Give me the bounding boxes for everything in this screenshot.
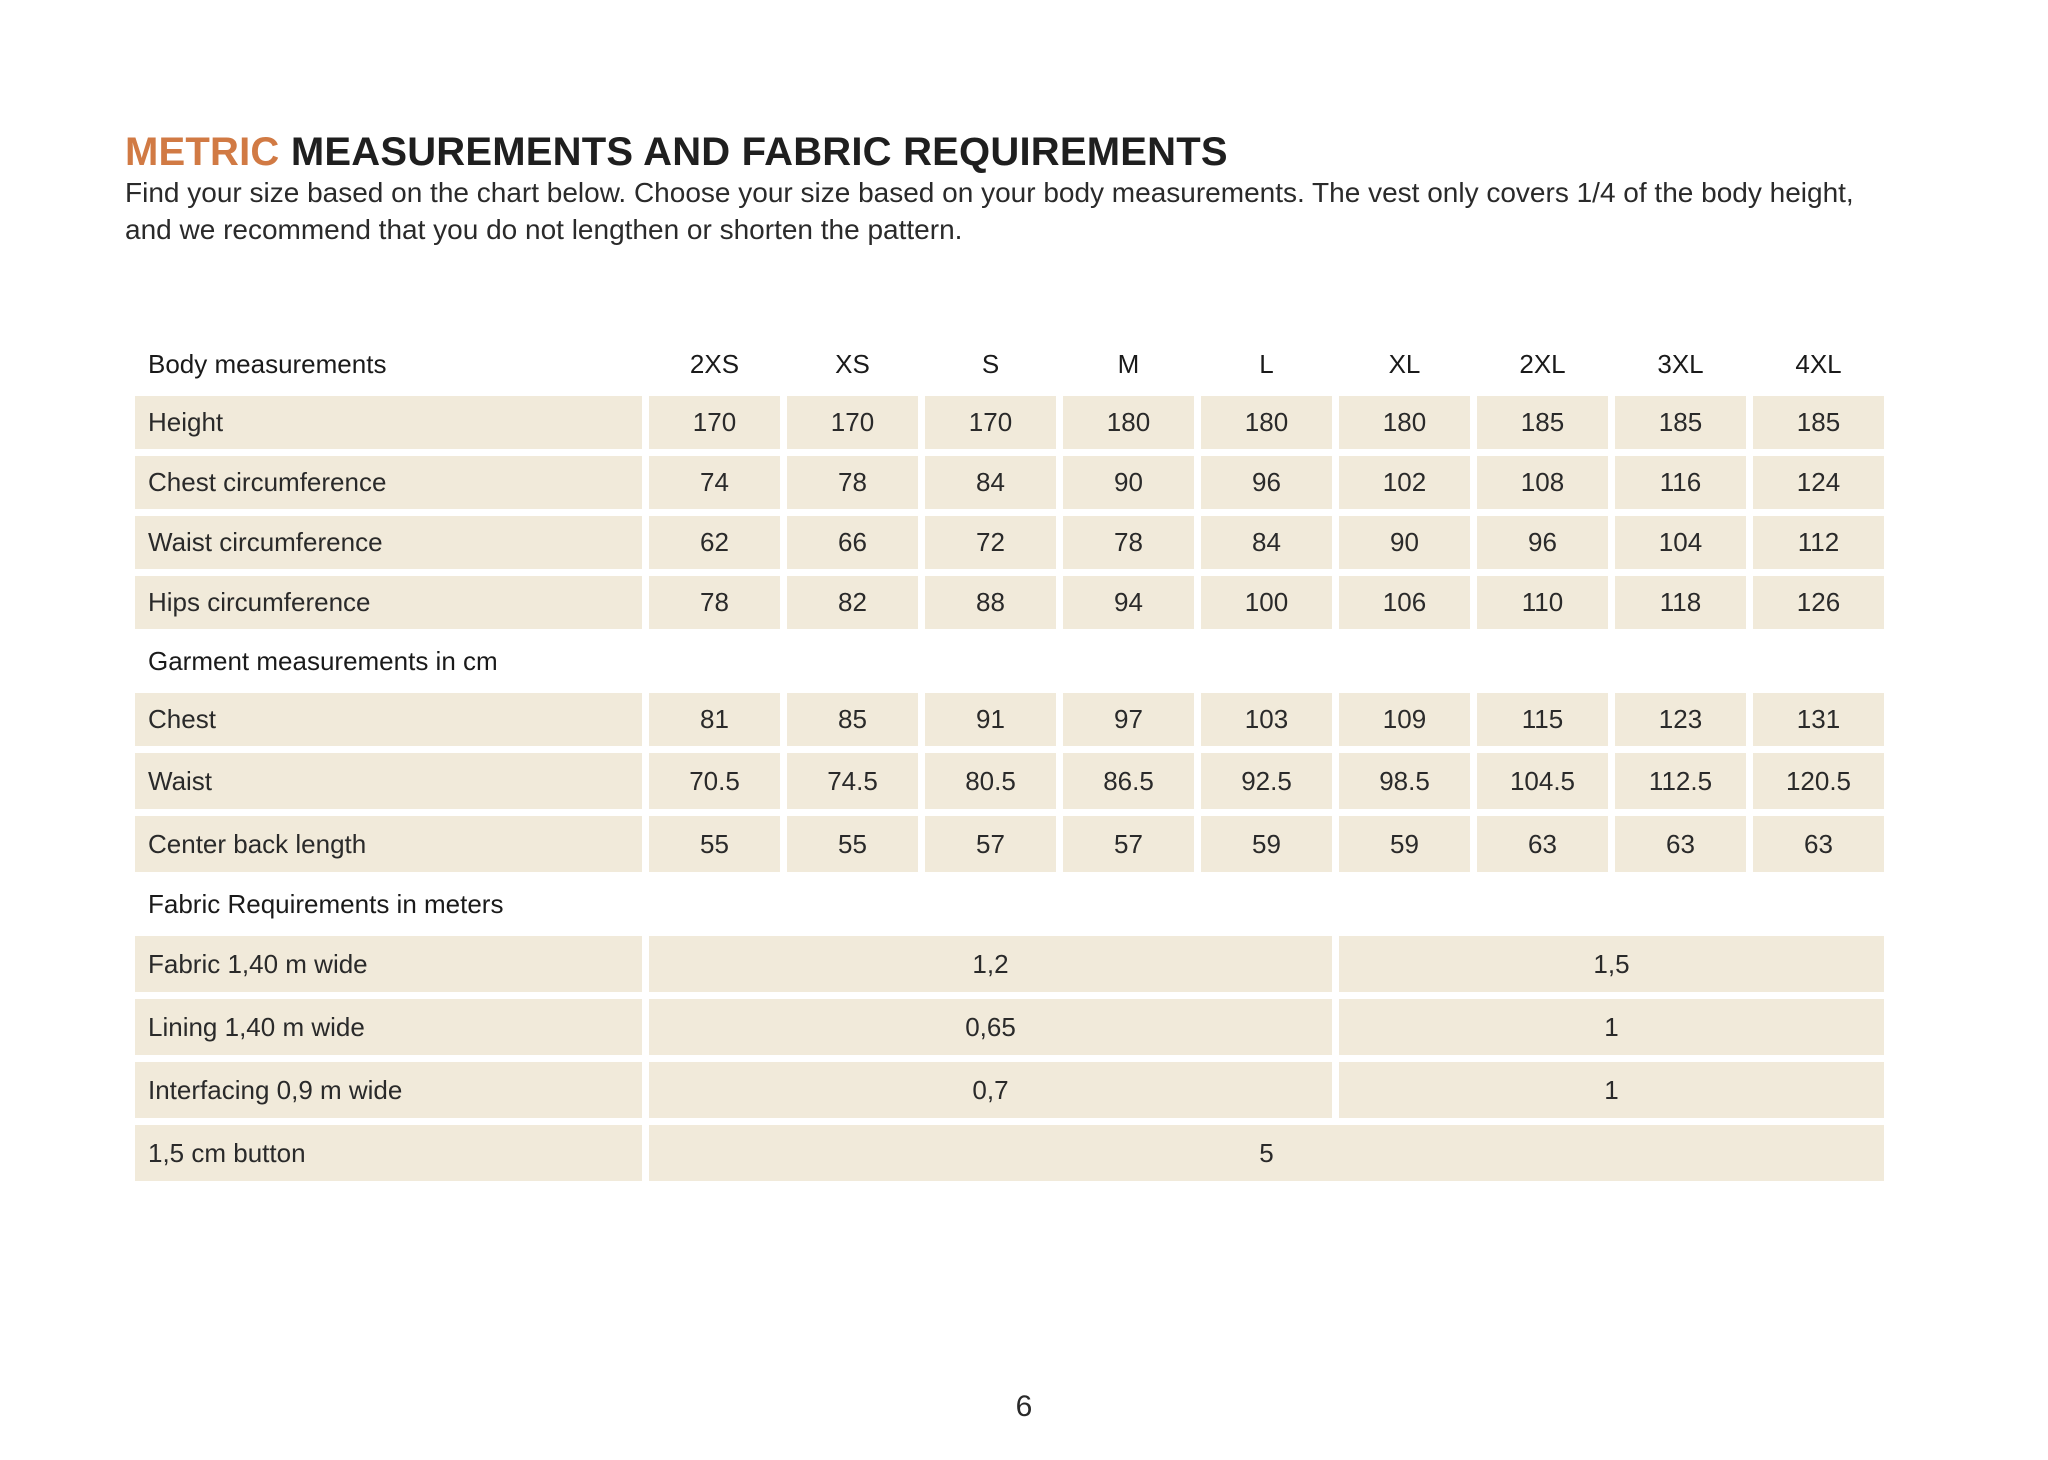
table-cell: 74.5 [787, 753, 918, 809]
button-count-value: 5 [649, 1125, 1884, 1181]
garment-header-row [135, 636, 1884, 686]
table-row [135, 936, 1884, 992]
table-cell: 170 [925, 396, 1056, 449]
table-cell: 90 [1339, 516, 1470, 569]
table-cell: 92.5 [1201, 753, 1332, 809]
intro-text: Find your size based on the chart below. Choose your size based on your body measurements. The vest only covers 1/4 of the body height, and we recommend that you do not lengthen or shorten the pattern. [125, 177, 1854, 245]
table-cell: 72 [925, 516, 1056, 569]
table-cell: 62 [649, 516, 780, 569]
fabric-header-row [135, 879, 1884, 929]
table-cell: 78 [1063, 516, 1194, 569]
table-cell: 82 [787, 576, 918, 629]
table-cell: 112.5 [1615, 753, 1746, 809]
table-cell: 63 [1477, 816, 1608, 872]
page-title [125, 126, 1228, 178]
size-header: 2XS [689, 348, 740, 379]
row-label: Lining 1,40 m wide [135, 999, 642, 1055]
table-row [135, 396, 1884, 449]
body-header-row [135, 339, 1884, 389]
table-cell: 109 [1339, 693, 1470, 746]
table-row [135, 999, 1884, 1055]
row-label: Waist circumference [135, 516, 642, 569]
row-label: Center back length [135, 816, 642, 872]
table-cell: 94 [1063, 576, 1194, 629]
section-header-fabric: Fabric Requirements in meters [148, 888, 504, 919]
table-cell: 84 [925, 456, 1056, 509]
table-cell: 81 [649, 693, 780, 746]
section-header-body: Body measurements [148, 348, 387, 379]
table-cell: 78 [649, 576, 780, 629]
page-number: 6 [1015, 1390, 1033, 1423]
size-header: 3XL [1657, 348, 1704, 379]
table-cell: 102 [1339, 456, 1470, 509]
table-cell: 108 [1477, 456, 1608, 509]
table-cell: 116 [1615, 456, 1746, 509]
fabric-small-sizes-value: 0,65 [649, 999, 1332, 1055]
row-label: Waist [135, 753, 642, 809]
table-cell: 112 [1753, 516, 1884, 569]
table-cell: 59 [1201, 816, 1332, 872]
table-cell: 185 [1753, 396, 1884, 449]
table-cell: 80.5 [925, 753, 1056, 809]
size-chart-table [128, 332, 1891, 1188]
table-cell: 88 [925, 576, 1056, 629]
table-cell: 57 [925, 816, 1056, 872]
table-cell: 103 [1201, 693, 1332, 746]
table-cell: 96 [1477, 516, 1608, 569]
title-accent: METRIC [125, 130, 280, 174]
table-row [135, 693, 1884, 746]
table-row [135, 516, 1884, 569]
table-cell: 124 [1753, 456, 1884, 509]
table-cell: 55 [787, 816, 918, 872]
fabric-small-sizes-value: 1,2 [649, 936, 1332, 992]
size-header: L [1259, 348, 1274, 379]
size-header: XL [1388, 348, 1421, 379]
table-cell: 57 [1063, 816, 1194, 872]
table-cell: 63 [1615, 816, 1746, 872]
table-cell: 115 [1477, 693, 1608, 746]
fabric-small-sizes-value: 0,7 [649, 1062, 1332, 1118]
table-cell: 106 [1339, 576, 1470, 629]
size-header: 2XL [1519, 348, 1566, 379]
table-cell: 96 [1201, 456, 1332, 509]
row-label: 1,5 cm button [135, 1125, 642, 1181]
table-cell: 90 [1063, 456, 1194, 509]
table-cell: 104.5 [1477, 753, 1608, 809]
table-cell: 170 [649, 396, 780, 449]
row-label: Hips circumference [135, 576, 642, 629]
table-cell: 185 [1477, 396, 1608, 449]
size-header: M [1117, 348, 1140, 379]
table-row [135, 816, 1884, 872]
table-row [135, 1062, 1884, 1118]
table-cell: 98.5 [1339, 753, 1470, 809]
table-cell: 118 [1615, 576, 1746, 629]
table-cell: 63 [1753, 816, 1884, 872]
table-cell: 100 [1201, 576, 1332, 629]
table-cell: 185 [1615, 396, 1746, 449]
row-label: Fabric 1,40 m wide [135, 936, 642, 992]
table-cell: 123 [1615, 693, 1746, 746]
table-row [135, 753, 1884, 809]
row-label: Chest [135, 693, 642, 746]
table-cell: 85 [787, 693, 918, 746]
table-cell: 97 [1063, 693, 1194, 746]
table-cell: 120.5 [1753, 753, 1884, 809]
size-header: S [981, 348, 1000, 379]
size-header: XS [835, 348, 870, 379]
table-row [135, 1125, 1884, 1181]
table-cell: 180 [1339, 396, 1470, 449]
table-cell: 180 [1201, 396, 1332, 449]
fabric-large-sizes-value: 1 [1339, 1062, 1884, 1118]
row-label: Height [135, 396, 642, 449]
table-cell: 170 [787, 396, 918, 449]
section-header-garment: Garment measurements in cm [148, 645, 498, 676]
table-cell: 66 [787, 516, 918, 569]
table-cell: 86.5 [1063, 753, 1194, 809]
title-rest: MEASUREMENTS AND FABRIC REQUIREMENTS [290, 130, 1228, 174]
table-cell: 74 [649, 456, 780, 509]
row-label: Interfacing 0,9 m wide [135, 1062, 642, 1118]
table-cell: 104 [1615, 516, 1746, 569]
table-cell: 91 [925, 693, 1056, 746]
table-cell: 70.5 [649, 753, 780, 809]
size-header: 4XL [1795, 348, 1842, 379]
fabric-large-sizes-value: 1,5 [1339, 936, 1884, 992]
table-cell: 180 [1063, 396, 1194, 449]
table-row [135, 576, 1884, 629]
table-cell: 131 [1753, 693, 1884, 746]
table-cell: 55 [649, 816, 780, 872]
row-label: Chest circumference [135, 456, 642, 509]
fabric-large-sizes-value: 1 [1339, 999, 1884, 1055]
table-row [135, 456, 1884, 509]
table-cell: 78 [787, 456, 918, 509]
table-cell: 110 [1477, 576, 1608, 629]
table-cell: 84 [1201, 516, 1332, 569]
table-cell: 59 [1339, 816, 1470, 872]
table-cell: 126 [1753, 576, 1884, 629]
